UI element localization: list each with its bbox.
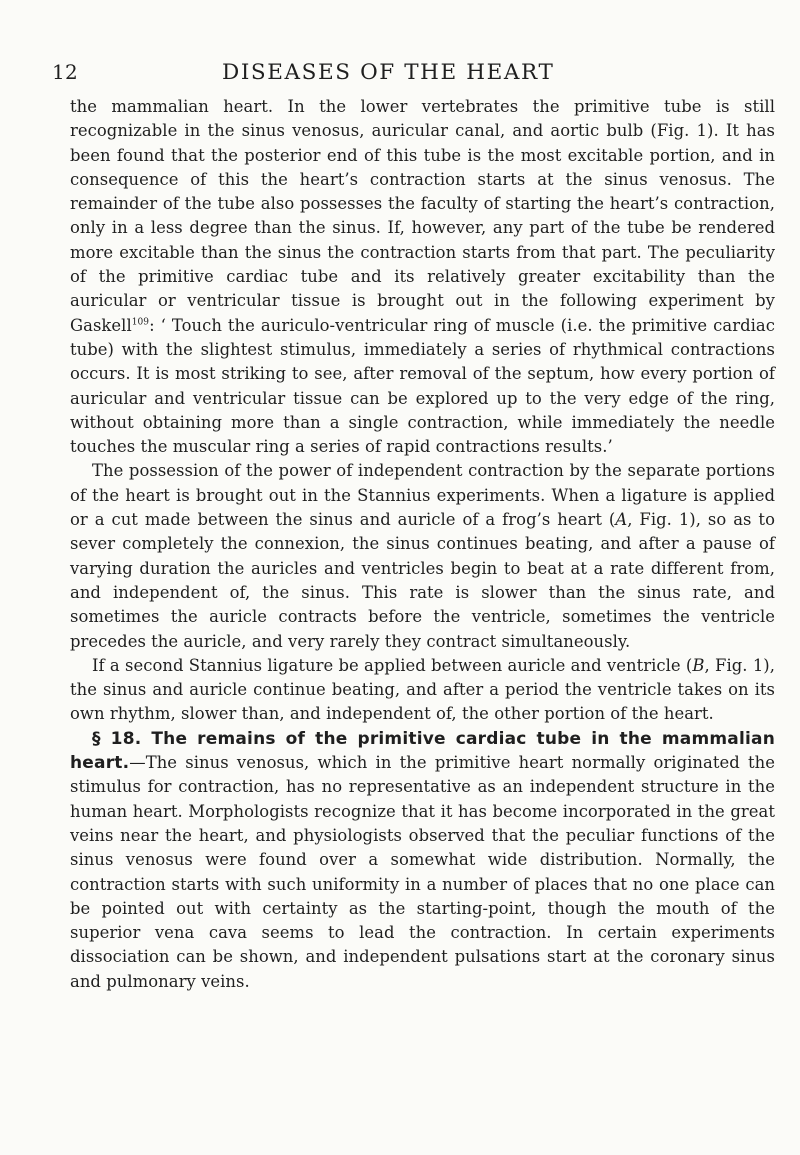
running-head <box>0 60 800 90</box>
paragraph-3-text-a: If a second Stannius ligature be applied between auricle and ventricle ( <box>92 655 693 675</box>
paragraph-1 <box>70 95 775 459</box>
page-number: 12 <box>52 60 79 84</box>
paragraph-2 <box>70 459 775 653</box>
paragraph-3 <box>70 654 775 727</box>
running-title: DISEASES OF THE HEART <box>222 60 555 85</box>
figure-label-a: A <box>615 510 628 530</box>
paragraph-4 <box>70 727 775 994</box>
paragraph-1-text-a: the mammalian heart. In the lower vertebrates the primitive tube is still recognizable in the sinus venosus, auricular canal, and aortic bulb (Fig. 1). It has been found that the posterior end of this tube is the most excitable portion, and in consequence of this the heart’s contraction starts at the sinus venosus. The remainder of the tube also possesses the faculty of starting the heart’s contraction, only in a less degree than the sinus. If, however, any part of the tube be rendered more excitable than the sinus the contraction starts from that part. The peculiarity of the primitive cardiac tube and its relatively greater excitability than the auricular or ventricular tissue is brought out in the following experiment by Gaskell <box>70 97 775 335</box>
section-heading: § 18. The remains of the primitive cardiac tube in the mammalian heart. <box>70 728 775 774</box>
paragraph-3-text-b: , Fig. 1), the sinus and auricle continue beating, and after a period the ventricle takes on its own rhythm, slower than, and independent of, the other portion of the heart. <box>70 655 775 724</box>
paragraph-2-text-b: , Fig. 1), so as to sever completely the connexion, the sinus continues beating, and after a pause of varying duration the auricles and ventricles begin to beat at a rate different from, and independent of, the sinus. This rate is slower than the sinus rate, and sometimes the auricle contracts before the ventricle, sometimes the ventricle precedes the auricle, and very rarely they contract simultaneously. <box>70 510 775 651</box>
paragraph-2-text-a: The possession of the power of independent contraction by the separate portions of the heart is brought out in the Stannius experiments. When a ligature is applied or a cut made between the sinus and auricle of a frog’s heart ( <box>70 461 775 530</box>
figure-label-b: B <box>692 655 705 675</box>
paragraph-1-text-b: : ‘ Touch the auriculo-ventricular ring of muscle (i.e. the primitive cardiac tube) with the slightest stimulus, immediately a series of rhythmical contractions occurs. It is most striking to see, after removal of the septum, how every portion of auricular and ventricular tissue can be explored up to the very edge of the ring, without obtaining more than a single contraction, while immediately the needle touches the muscular ring a series of rapid contractions results.’ <box>70 315 775 457</box>
paragraph-4-text: —The sinus venosus, which in the primitive heart normally originated the stimulus for contraction, has no representative as an independent structure in the human heart. Morphologists recognize that it has become incorporated in the great veins near the heart, and physiologists observed that the peculiar functions of the sinus venosus were found over a somewhat wide distribution. Normally, the contraction starts with such uniformity in a number of places that no one place can be pointed out with certainty as the starting-point, though the mouth of the superior vena cava seems to lead the contraction. In certain experiments dissociation can be shown, and independent pulsations start at the coronary sinus and pulmonary veins. <box>70 753 775 991</box>
body-text <box>70 95 775 994</box>
footnote-reference: 109 <box>131 317 150 328</box>
